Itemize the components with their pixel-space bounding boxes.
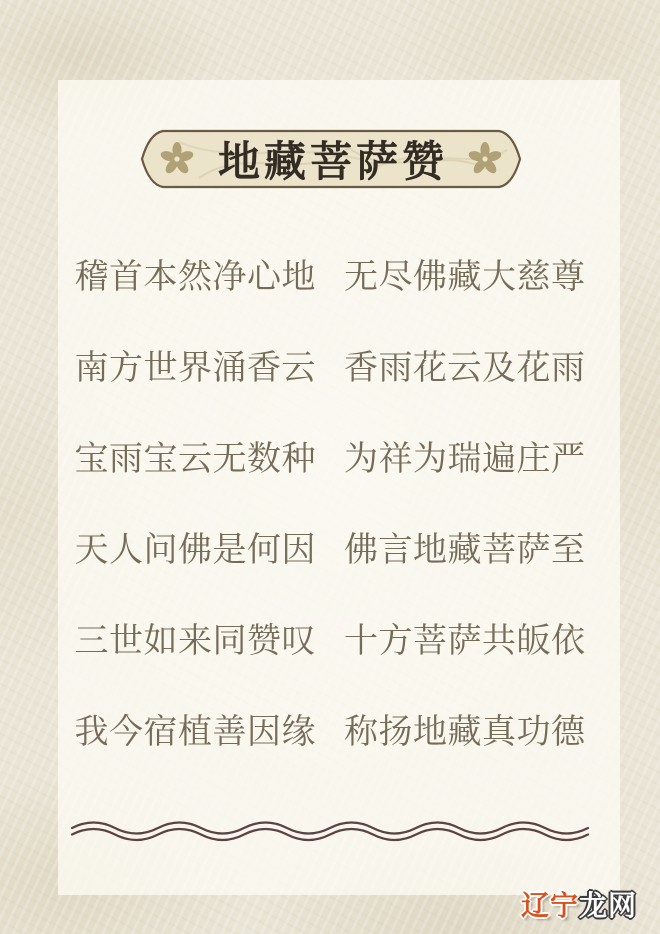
verse-right: 十方菩萨共皈依 xyxy=(344,622,586,660)
verse-line xyxy=(0,410,660,501)
verse-right: 佛言地藏菩萨至 xyxy=(344,531,586,569)
watermark-text-white: 龙网 xyxy=(579,890,638,921)
watermark-text-orange: 辽宁 xyxy=(521,890,580,921)
verse-right: 无尽佛藏大慈尊 xyxy=(344,258,586,296)
verse-left: 三世如来同赞叹 xyxy=(74,622,316,660)
verse-line xyxy=(0,319,660,410)
verse-right: 称扬地藏真功德 xyxy=(344,713,586,751)
verse-line xyxy=(0,228,660,319)
verse-line xyxy=(0,683,660,774)
page-title: 地藏菩萨赞 xyxy=(217,140,448,186)
double-wave-divider-icon xyxy=(70,817,592,847)
verse-left: 宝雨宝云无数种 xyxy=(74,440,316,478)
title-banner xyxy=(139,126,523,192)
verse-left: 南方世界涌香云 xyxy=(74,349,316,387)
verse-line xyxy=(0,592,660,683)
verse-left: 稽首本然净心地 xyxy=(74,258,316,296)
verse-line xyxy=(0,501,660,592)
verse-left: 我今宿植善因缘 xyxy=(74,713,316,751)
watermark-logo xyxy=(521,884,637,924)
verse-left: 天人问佛是何因 xyxy=(74,531,316,569)
verse-right: 香雨花云及花雨 xyxy=(344,349,586,387)
verse-list xyxy=(0,228,660,774)
verse-right: 为祥为瑞遍庄严 xyxy=(344,440,586,478)
